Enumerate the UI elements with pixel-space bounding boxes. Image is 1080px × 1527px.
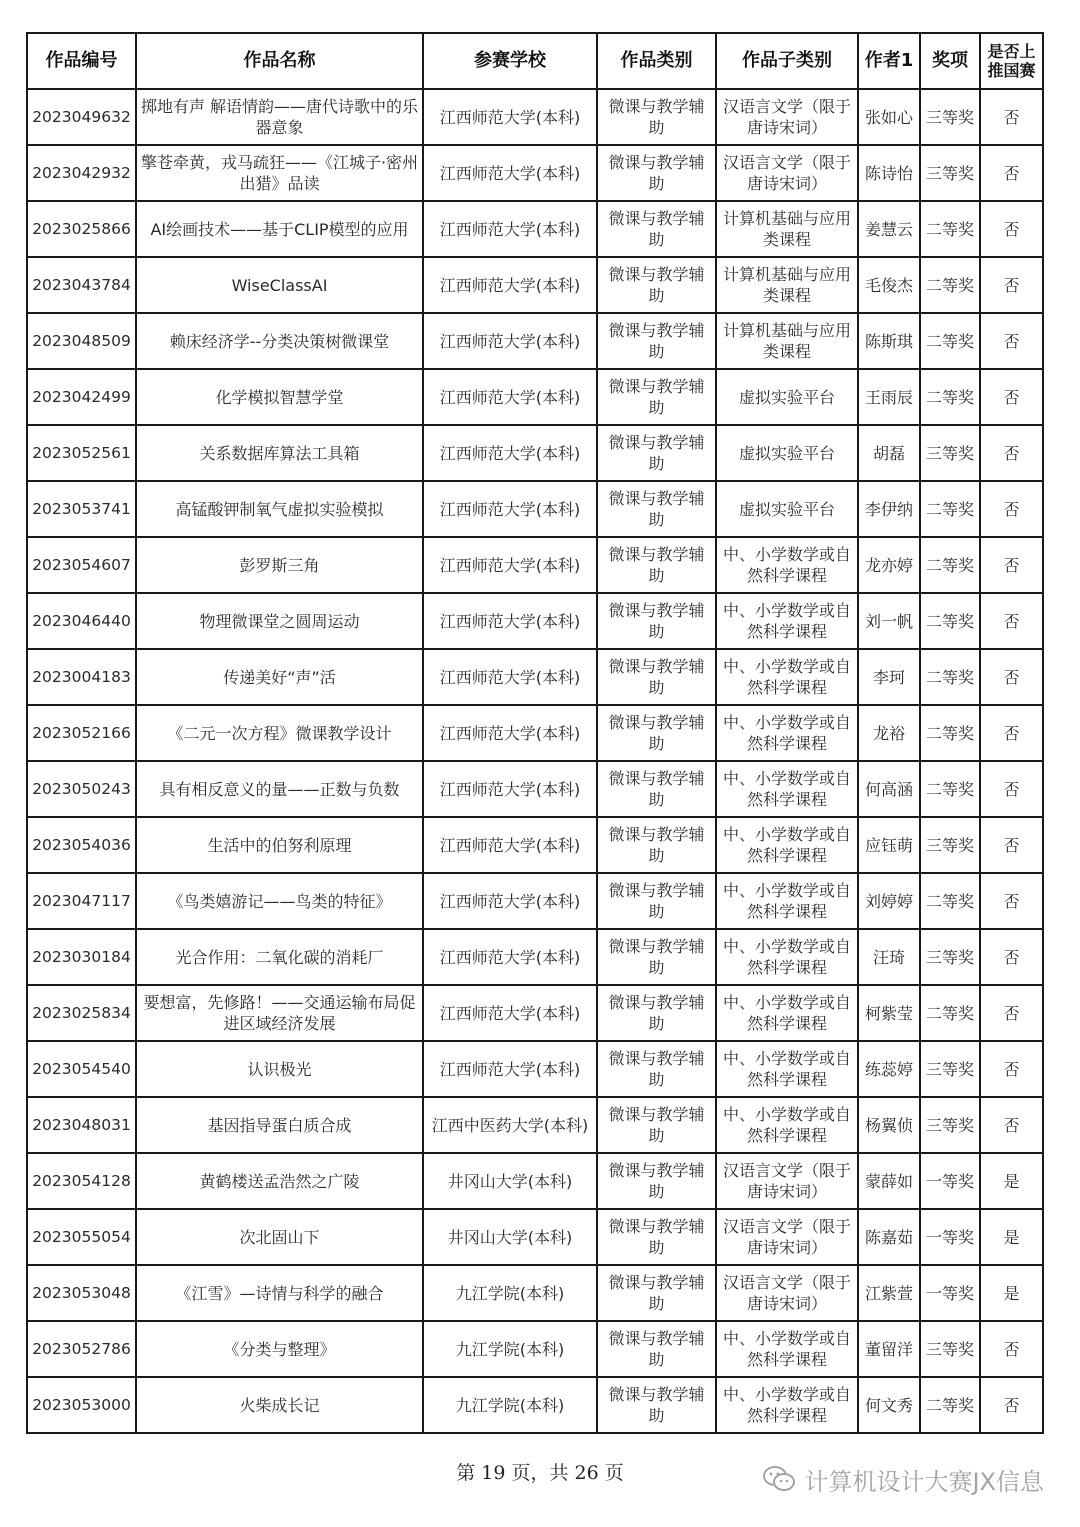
cell-category: 微课与教学辅助	[597, 313, 716, 369]
cell-school: 江西师范大学(本科)	[423, 145, 597, 201]
cell-subcategory: 虚拟实验平台	[716, 369, 858, 425]
cell-author: 陈斯琪	[858, 313, 920, 369]
cell-push: 否	[980, 89, 1043, 145]
cell-award: 二等奖	[920, 761, 980, 817]
cell-school: 井冈山大学(本科)	[423, 1153, 597, 1209]
cell-subcategory: 汉语言文学（限于唐诗宋词）	[716, 1153, 858, 1209]
cell-id: 2023030184	[27, 929, 136, 985]
table-row	[27, 1265, 1043, 1321]
cell-title: 《江雪》—诗情与科学的融合	[136, 1265, 423, 1321]
header-school: 参赛学校	[423, 33, 597, 89]
cell-id: 2023050243	[27, 761, 136, 817]
cell-id: 2023053741	[27, 481, 136, 537]
cell-id: 2023025834	[27, 985, 136, 1041]
cell-author: 李珂	[858, 649, 920, 705]
cell-school: 江西师范大学(本科)	[423, 481, 597, 537]
cell-subcategory: 中、小学数学或自然科学课程	[716, 1041, 858, 1097]
cell-school: 江西师范大学(本科)	[423, 201, 597, 257]
table-row	[27, 1377, 1043, 1433]
cell-push: 否	[980, 929, 1043, 985]
header-category: 作品类别	[597, 33, 716, 89]
cell-award: 三等奖	[920, 425, 980, 481]
cell-school: 江西师范大学(本科)	[423, 89, 597, 145]
cell-push: 否	[980, 1097, 1043, 1153]
cell-award: 三等奖	[920, 1041, 980, 1097]
cell-category: 微课与教学辅助	[597, 985, 716, 1041]
table-row	[27, 873, 1043, 929]
cell-id: 2023048031	[27, 1097, 136, 1153]
cell-id: 2023054128	[27, 1153, 136, 1209]
cell-subcategory: 中、小学数学或自然科学课程	[716, 537, 858, 593]
table-row	[27, 369, 1043, 425]
cell-push: 否	[980, 1321, 1043, 1377]
cell-subcategory: 中、小学数学或自然科学课程	[716, 593, 858, 649]
cell-push: 否	[980, 313, 1043, 369]
cell-school: 江西师范大学(本科)	[423, 929, 597, 985]
cell-title: 基因指导蛋白质合成	[136, 1097, 423, 1153]
cell-push: 否	[980, 145, 1043, 201]
cell-category: 微课与教学辅助	[597, 1209, 716, 1265]
cell-school: 江西师范大学(本科)	[423, 817, 597, 873]
cell-subcategory: 中、小学数学或自然科学课程	[716, 985, 858, 1041]
cell-award: 三等奖	[920, 929, 980, 985]
cell-title: 赖床经济学--分类决策树微课堂	[136, 313, 423, 369]
cell-category: 微课与教学辅助	[597, 649, 716, 705]
cell-push: 否	[980, 985, 1043, 1041]
cell-award: 二等奖	[920, 593, 980, 649]
cell-push: 否	[980, 201, 1043, 257]
cell-subcategory: 汉语言文学（限于唐诗宋词）	[716, 145, 858, 201]
cell-category: 微课与教学辅助	[597, 1097, 716, 1153]
cell-push: 否	[980, 257, 1043, 313]
cell-category: 微课与教学辅助	[597, 929, 716, 985]
header-title: 作品名称	[136, 33, 423, 89]
cell-author: 龙亦婷	[858, 537, 920, 593]
cell-author: 毛俊杰	[858, 257, 920, 313]
cell-push: 否	[980, 761, 1043, 817]
cell-school: 江西中医药大学(本科)	[423, 1097, 597, 1153]
cell-title: 火柴成长记	[136, 1377, 423, 1433]
cell-school: 九江学院(本科)	[423, 1377, 597, 1433]
cell-push: 否	[980, 537, 1043, 593]
cell-id: 2023047117	[27, 873, 136, 929]
cell-id: 2023043784	[27, 257, 136, 313]
cell-category: 微课与教学辅助	[597, 145, 716, 201]
cell-push: 否	[980, 593, 1043, 649]
cell-author: 汪琦	[858, 929, 920, 985]
cell-author: 何文秀	[858, 1377, 920, 1433]
cell-category: 微课与教学辅助	[597, 873, 716, 929]
cell-category: 微课与教学辅助	[597, 257, 716, 313]
cell-author: 姜慧云	[858, 201, 920, 257]
cell-school: 江西师范大学(本科)	[423, 649, 597, 705]
table-row	[27, 201, 1043, 257]
cell-school: 江西师范大学(本科)	[423, 369, 597, 425]
table-row	[27, 817, 1043, 873]
cell-school: 江西师范大学(本科)	[423, 593, 597, 649]
cell-title: 要想富，先修路！——交通运输布局促进区域经济发展	[136, 985, 423, 1041]
cell-subcategory: 计算机基础与应用类课程	[716, 257, 858, 313]
cell-title: 具有相反意义的量——正数与负数	[136, 761, 423, 817]
cell-author: 陈诗怡	[858, 145, 920, 201]
cell-author: 刘婷婷	[858, 873, 920, 929]
cell-award: 一等奖	[920, 1265, 980, 1321]
header-id: 作品编号	[27, 33, 136, 89]
cell-award: 二等奖	[920, 985, 980, 1041]
cell-push: 否	[980, 817, 1043, 873]
cell-push: 否	[980, 705, 1043, 761]
table-row	[27, 985, 1043, 1041]
cell-author: 董留洋	[858, 1321, 920, 1377]
wechat-icon	[762, 1464, 796, 1494]
cell-subcategory: 中、小学数学或自然科学课程	[716, 649, 858, 705]
cell-subcategory: 中、小学数学或自然科学课程	[716, 1377, 858, 1433]
cell-school: 江西师范大学(本科)	[423, 1041, 597, 1097]
cell-category: 微课与教学辅助	[597, 425, 716, 481]
cell-title: 高锰酸钾制氧气虚拟实验模拟	[136, 481, 423, 537]
award-table	[26, 32, 1044, 1434]
header-award: 奖项	[920, 33, 980, 89]
cell-title: 关系数据库算法工具箱	[136, 425, 423, 481]
cell-title: 生活中的伯努利原理	[136, 817, 423, 873]
cell-title: 《分类与整理》	[136, 1321, 423, 1377]
table-row	[27, 1321, 1043, 1377]
cell-title: 擎苍牵黄，戎马疏狂——《江城子·密州出猎》品读	[136, 145, 423, 201]
table-row	[27, 649, 1043, 705]
table-row	[27, 313, 1043, 369]
cell-category: 微课与教学辅助	[597, 89, 716, 145]
cell-title: 物理微课堂之圆周运动	[136, 593, 423, 649]
cell-push: 否	[980, 873, 1043, 929]
cell-school: 江西师范大学(本科)	[423, 257, 597, 313]
table-body	[27, 89, 1043, 1433]
cell-author: 陈嘉茹	[858, 1209, 920, 1265]
cell-subcategory: 中、小学数学或自然科学课程	[716, 873, 858, 929]
cell-title: 彭罗斯三角	[136, 537, 423, 593]
cell-id: 2023048509	[27, 313, 136, 369]
cell-school: 江西师范大学(本科)	[423, 425, 597, 481]
cell-author: 李伊纳	[858, 481, 920, 537]
cell-title: 《二元一次方程》微课教学设计	[136, 705, 423, 761]
cell-push: 否	[980, 425, 1043, 481]
cell-id: 2023046440	[27, 593, 136, 649]
cell-title: 《鸟类嬉游记——鸟类的特征》	[136, 873, 423, 929]
cell-school: 江西师范大学(本科)	[423, 761, 597, 817]
table-header-row	[27, 33, 1043, 89]
cell-id: 2023052561	[27, 425, 136, 481]
cell-title: 传递美好“声”活	[136, 649, 423, 705]
cell-award: 二等奖	[920, 313, 980, 369]
cell-award: 二等奖	[920, 481, 980, 537]
cell-id: 2023004183	[27, 649, 136, 705]
cell-title: WiseClassAI	[136, 257, 423, 313]
table-row	[27, 1209, 1043, 1265]
cell-author: 龙裕	[858, 705, 920, 761]
cell-category: 微课与教学辅助	[597, 817, 716, 873]
table-row	[27, 481, 1043, 537]
cell-title: 光合作用：二氧化碳的消耗厂	[136, 929, 423, 985]
cell-id: 2023025866	[27, 201, 136, 257]
cell-award: 二等奖	[920, 369, 980, 425]
cell-title: 掷地有声 解语情韵——唐代诗歌中的乐器意象	[136, 89, 423, 145]
table-row	[27, 425, 1043, 481]
cell-award: 二等奖	[920, 257, 980, 313]
cell-school: 江西师范大学(本科)	[423, 313, 597, 369]
cell-award: 二等奖	[920, 537, 980, 593]
cell-school: 江西师范大学(本科)	[423, 537, 597, 593]
cell-subcategory: 虚拟实验平台	[716, 425, 858, 481]
cell-award: 一等奖	[920, 1209, 980, 1265]
watermark	[762, 1462, 1044, 1496]
cell-author: 杨翼侦	[858, 1097, 920, 1153]
cell-subcategory: 中、小学数学或自然科学课程	[716, 705, 858, 761]
cell-push: 是	[980, 1153, 1043, 1209]
cell-subcategory: 计算机基础与应用类课程	[716, 201, 858, 257]
table-row	[27, 145, 1043, 201]
header-push: 是否上推国赛	[980, 33, 1043, 89]
cell-push: 是	[980, 1209, 1043, 1265]
cell-id: 2023052786	[27, 1321, 136, 1377]
cell-school: 九江学院(本科)	[423, 1265, 597, 1321]
cell-id: 2023052166	[27, 705, 136, 761]
cell-award: 二等奖	[920, 649, 980, 705]
cell-author: 应钰萌	[858, 817, 920, 873]
cell-push: 否	[980, 1377, 1043, 1433]
cell-category: 微课与教学辅助	[597, 705, 716, 761]
table-row	[27, 1041, 1043, 1097]
cell-id: 2023049632	[27, 89, 136, 145]
cell-id: 2023042499	[27, 369, 136, 425]
cell-award: 二等奖	[920, 1377, 980, 1433]
cell-category: 微课与教学辅助	[597, 761, 716, 817]
cell-push: 否	[980, 369, 1043, 425]
cell-id: 2023042932	[27, 145, 136, 201]
table-row	[27, 1153, 1043, 1209]
cell-author: 何高涵	[858, 761, 920, 817]
cell-award: 三等奖	[920, 145, 980, 201]
cell-author: 柯紫莹	[858, 985, 920, 1041]
cell-subcategory: 汉语言文学（限于唐诗宋词）	[716, 1209, 858, 1265]
cell-subcategory: 计算机基础与应用类课程	[716, 313, 858, 369]
cell-author: 张如心	[858, 89, 920, 145]
cell-id: 2023054540	[27, 1041, 136, 1097]
table-row	[27, 1097, 1043, 1153]
cell-category: 微课与教学辅助	[597, 201, 716, 257]
table-row	[27, 705, 1043, 761]
cell-school: 江西师范大学(本科)	[423, 705, 597, 761]
cell-author: 练蕊婷	[858, 1041, 920, 1097]
cell-author: 王雨辰	[858, 369, 920, 425]
header-subcategory: 作品子类别	[716, 33, 858, 89]
cell-award: 三等奖	[920, 817, 980, 873]
cell-title: AI绘画技术——基于CLIP模型的应用	[136, 201, 423, 257]
watermark-text: 计算机设计大赛JX信息	[804, 1467, 1044, 1496]
cell-title: 黄鹤楼送孟浩然之广陵	[136, 1153, 423, 1209]
cell-category: 微课与教学辅助	[597, 1041, 716, 1097]
cell-award: 三等奖	[920, 1321, 980, 1377]
table-row	[27, 761, 1043, 817]
table-row	[27, 89, 1043, 145]
cell-category: 微课与教学辅助	[597, 1377, 716, 1433]
cell-category: 微课与教学辅助	[597, 481, 716, 537]
cell-title: 次北固山下	[136, 1209, 423, 1265]
cell-push: 是	[980, 1265, 1043, 1321]
header-author: 作者1	[858, 33, 920, 89]
cell-title: 认识极光	[136, 1041, 423, 1097]
cell-category: 微课与教学辅助	[597, 1153, 716, 1209]
cell-author: 胡磊	[858, 425, 920, 481]
cell-school: 井冈山大学(本科)	[423, 1209, 597, 1265]
cell-title: 化学模拟智慧学堂	[136, 369, 423, 425]
table-row	[27, 537, 1043, 593]
cell-award: 二等奖	[920, 705, 980, 761]
cell-category: 微课与教学辅助	[597, 1265, 716, 1321]
cell-category: 微课与教学辅助	[597, 369, 716, 425]
table-row	[27, 929, 1043, 985]
cell-school: 江西师范大学(本科)	[423, 985, 597, 1041]
cell-subcategory: 中、小学数学或自然科学课程	[716, 817, 858, 873]
cell-subcategory: 虚拟实验平台	[716, 481, 858, 537]
table-row	[27, 593, 1043, 649]
cell-id: 2023054036	[27, 817, 136, 873]
cell-award: 三等奖	[920, 89, 980, 145]
cell-author: 蒙薛如	[858, 1153, 920, 1209]
cell-school: 九江学院(本科)	[423, 1321, 597, 1377]
cell-award: 二等奖	[920, 873, 980, 929]
cell-subcategory: 中、小学数学或自然科学课程	[716, 929, 858, 985]
cell-id: 2023053048	[27, 1265, 136, 1321]
cell-push: 否	[980, 1041, 1043, 1097]
cell-award: 一等奖	[920, 1153, 980, 1209]
table-row	[27, 257, 1043, 313]
cell-id: 2023053000	[27, 1377, 136, 1433]
cell-category: 微课与教学辅助	[597, 1321, 716, 1377]
page-number: 第 19 页，共 26 页	[456, 1462, 624, 1484]
cell-subcategory: 中、小学数学或自然科学课程	[716, 1321, 858, 1377]
cell-school: 江西师范大学(本科)	[423, 873, 597, 929]
cell-subcategory: 汉语言文学（限于唐诗宋词）	[716, 1265, 858, 1321]
cell-id: 2023054607	[27, 537, 136, 593]
cell-award: 三等奖	[920, 1097, 980, 1153]
cell-subcategory: 中、小学数学或自然科学课程	[716, 761, 858, 817]
cell-id: 2023055054	[27, 1209, 136, 1265]
cell-push: 否	[980, 481, 1043, 537]
cell-push: 否	[980, 649, 1043, 705]
cell-author: 刘一帆	[858, 593, 920, 649]
cell-category: 微课与教学辅助	[597, 537, 716, 593]
cell-award: 二等奖	[920, 201, 980, 257]
cell-category: 微课与教学辅助	[597, 593, 716, 649]
cell-subcategory: 汉语言文学（限于唐诗宋词）	[716, 89, 858, 145]
cell-subcategory: 中、小学数学或自然科学课程	[716, 1097, 858, 1153]
cell-author: 江紫萱	[858, 1265, 920, 1321]
